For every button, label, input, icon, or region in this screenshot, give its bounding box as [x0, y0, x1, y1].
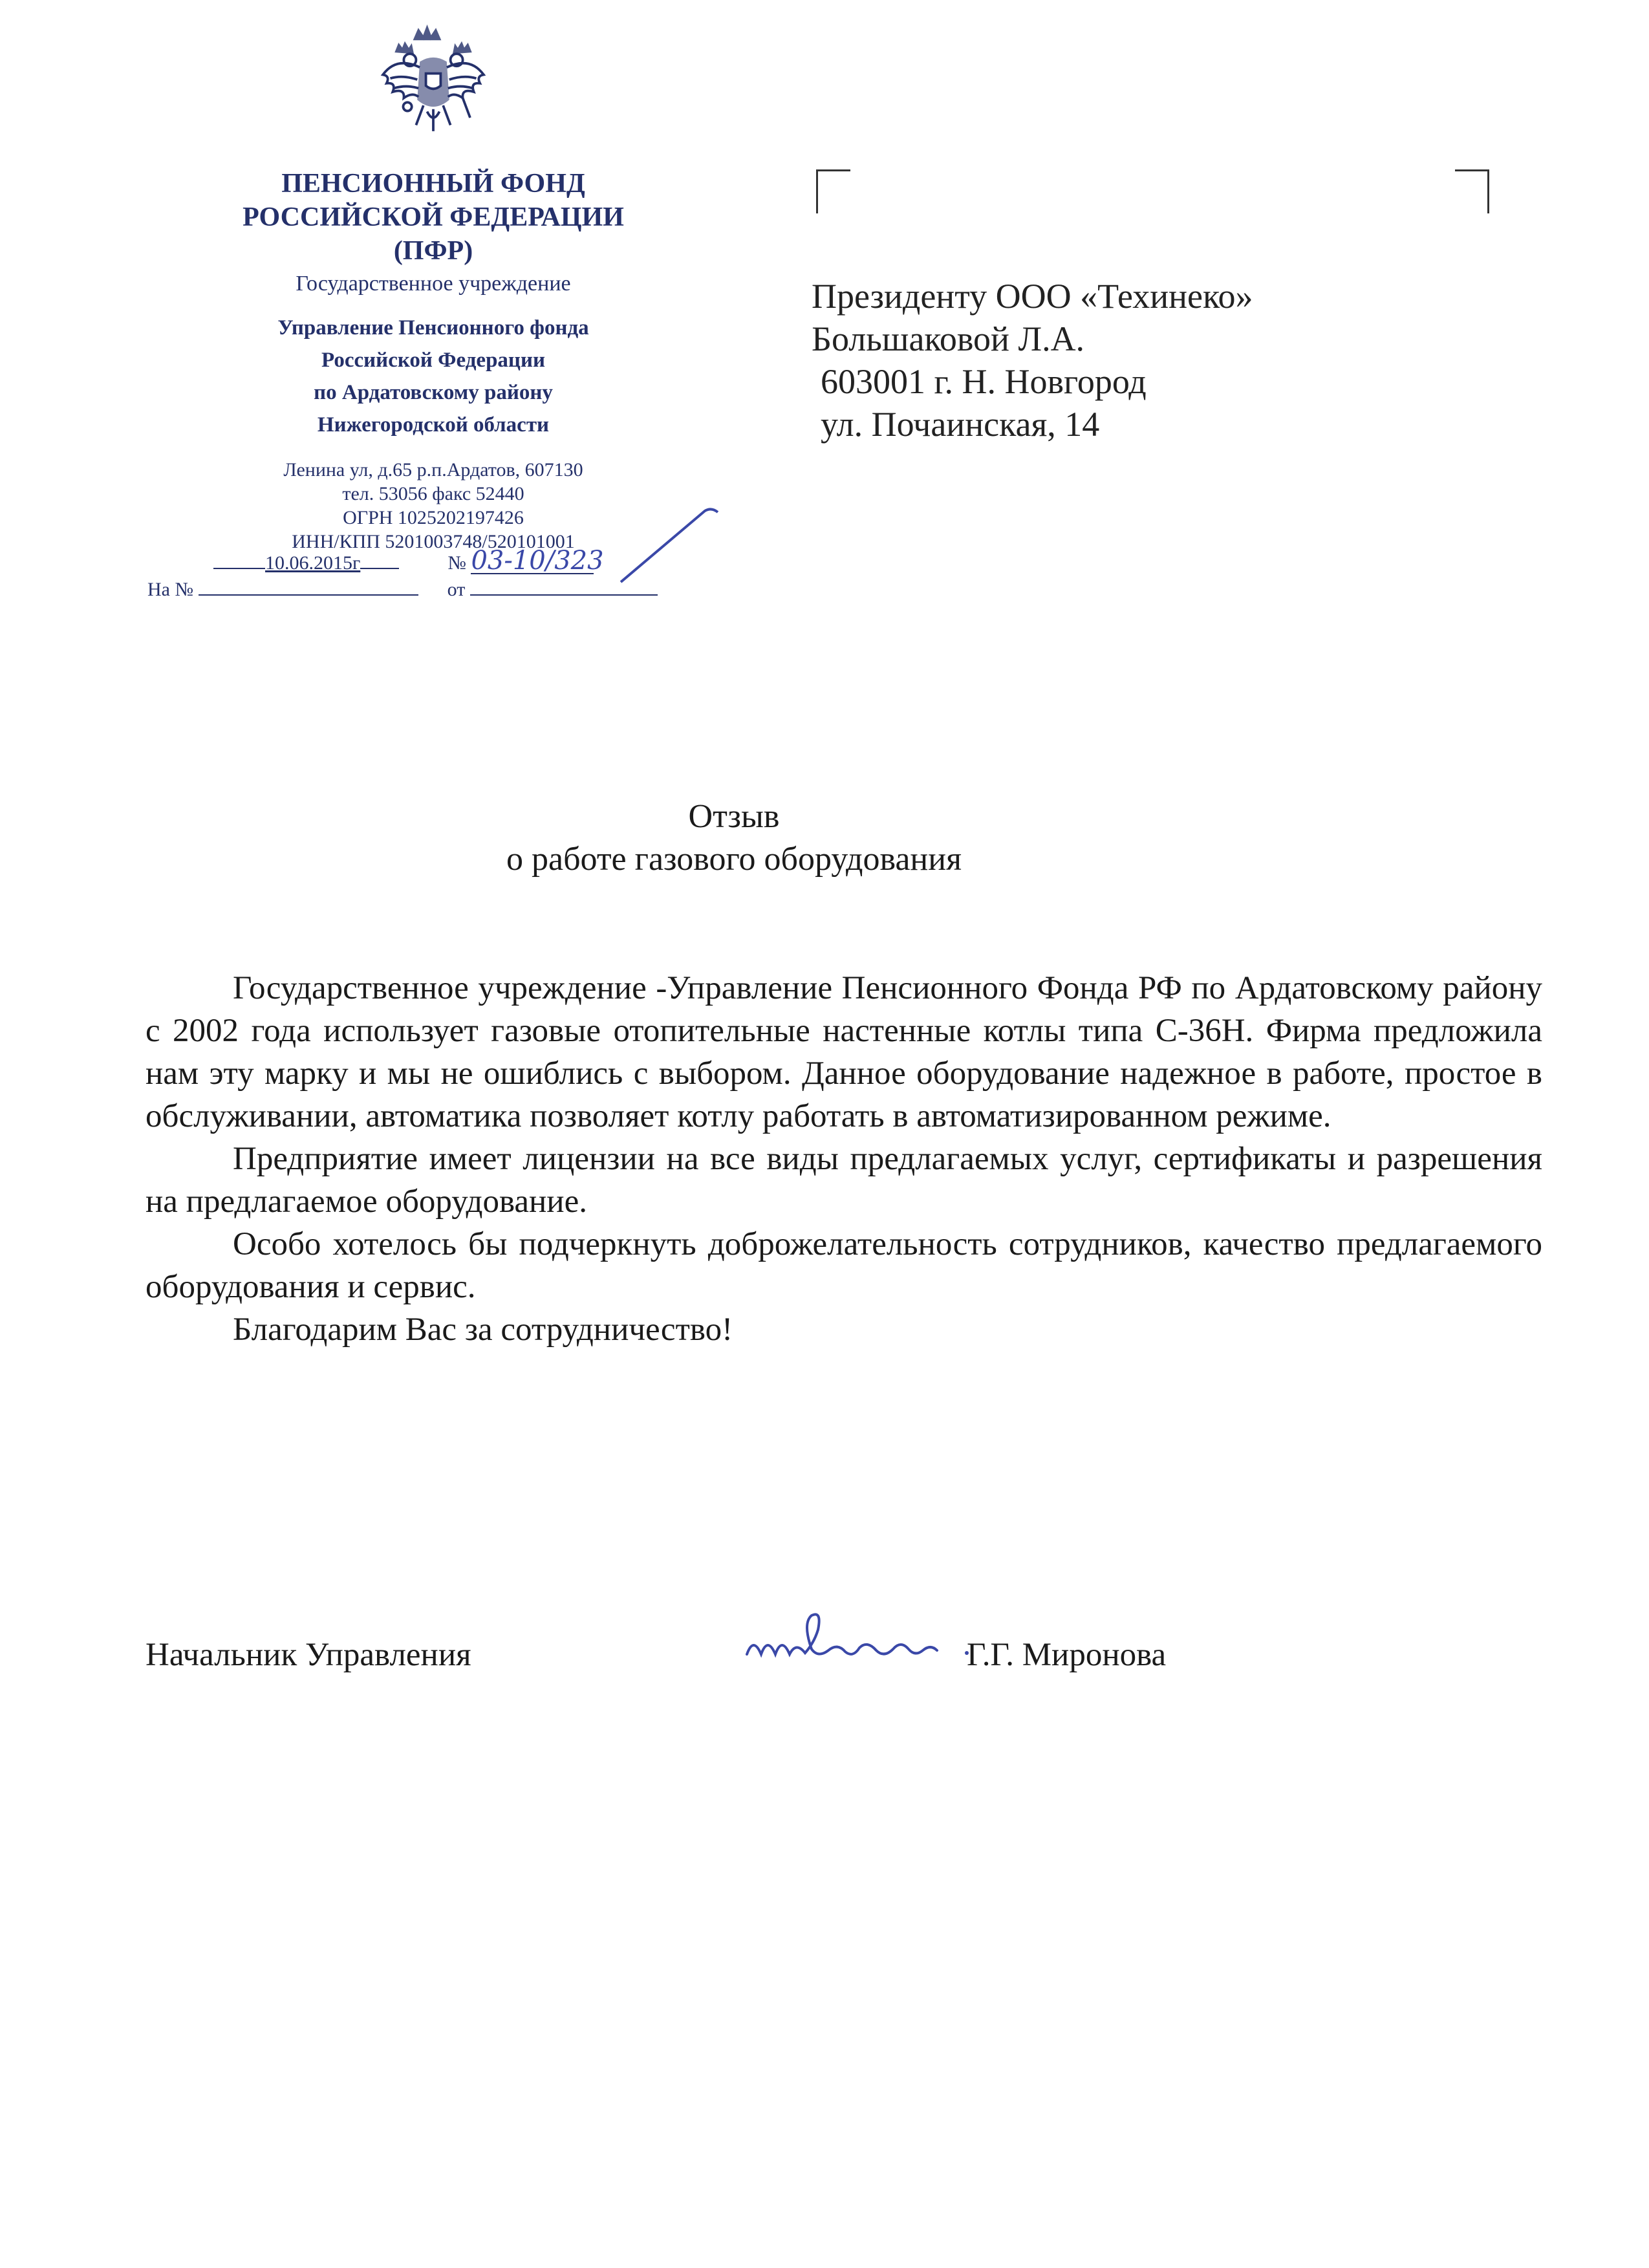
stamp-slash-stroke — [608, 504, 731, 589]
signature-row — [146, 1636, 1568, 1694]
document-title — [0, 795, 1468, 881]
org-name-line1: ПЕНСИОННЫЙ ФОНД — [281, 169, 585, 199]
recipient-line2: Большаковой Л.А. — [812, 319, 1085, 358]
org-name-line2: РОССИЙСКОЙ ФЕДЕРАЦИИ — [242, 202, 624, 232]
department-line3: по Ардатовскому району — [314, 381, 553, 404]
outgoing-number: 03-10/323 — [471, 546, 604, 576]
letterhead — [129, 19, 737, 554]
title-line2: о работе газового оборудования — [506, 841, 962, 878]
paragraph-2: Предприятие имеет лицензии на все виды предлагаемых услуг, сертификаты и разрешения на предлагаемое оборудование. — [146, 1141, 1542, 1220]
from-label: от — [447, 579, 466, 600]
blank-line — [199, 578, 418, 596]
address-corner-top-right — [1455, 169, 1489, 213]
paragraph-3: Особо хотелось бы подчеркнуть доброжелательность сотрудников, качество предлагаемого оборудования и сервис. — [146, 1226, 1542, 1305]
recipient-line1: Президенту ООО «Техинеко» — [812, 277, 1253, 316]
ogrn: ОГРН 1025202197426 — [343, 507, 524, 528]
department-line4: Нижегородской области — [317, 413, 550, 437]
blank-line — [470, 578, 658, 596]
blank-line — [360, 551, 399, 569]
org-type: Государственное учреждение — [296, 272, 571, 296]
reply-label: На № — [147, 579, 194, 600]
phone-fax: тел. 53056 факс 52440 — [342, 483, 524, 504]
paragraph-4: Благодарим Вас за сотрудничество! — [233, 1312, 733, 1348]
outgoing-number-label: № — [447, 552, 466, 574]
department-line1: Управление Пенсионного фонда — [277, 316, 589, 340]
signatory-name: Г.Г. Миронова — [967, 1637, 1167, 1673]
outgoing-registration-line — [213, 546, 604, 576]
recipient-line4: ул. Почаинская, 14 — [821, 405, 1100, 444]
org-abbreviation: (ПФР) — [393, 236, 473, 266]
blank-line — [213, 551, 265, 569]
letter-body — [146, 967, 1542, 1351]
address: Ленина ул, д.65 р.п.Ардатов, 607130 — [283, 459, 583, 481]
paragraph-1: Государственное учреждение -Управление Пенсионного Фонда РФ по Ардатовскому району с 2002 года использует газовые отопительные настенные котлы типа С-36Н. Фирма предложила нам эту марку и мы не ошиблись с выбором. Данное оборудование надежное в работе, простое в обслуживании, автоматика позволяет котлу работать в автоматизированном режиме. — [146, 970, 1542, 1134]
signatory-title: Начальник Управления — [146, 1637, 471, 1673]
department-line2: Российской Федерации — [321, 349, 545, 372]
title-line1: Отзыв — [688, 798, 780, 835]
inn-kpp: ИНН/КПП 5201003748/520101001 — [292, 531, 575, 552]
outgoing-date: 10.06.2015г — [265, 552, 361, 574]
double-headed-eagle-emblem-icon — [372, 19, 495, 142]
recipient-line3: 603001 г. Н. Новгород — [821, 362, 1147, 401]
address-corner-top-left — [816, 169, 850, 213]
department-name — [129, 312, 737, 441]
handwritten-signature — [592, 1604, 1031, 1681]
incoming-reference-line — [147, 578, 658, 601]
recipient-block — [812, 275, 1253, 446]
